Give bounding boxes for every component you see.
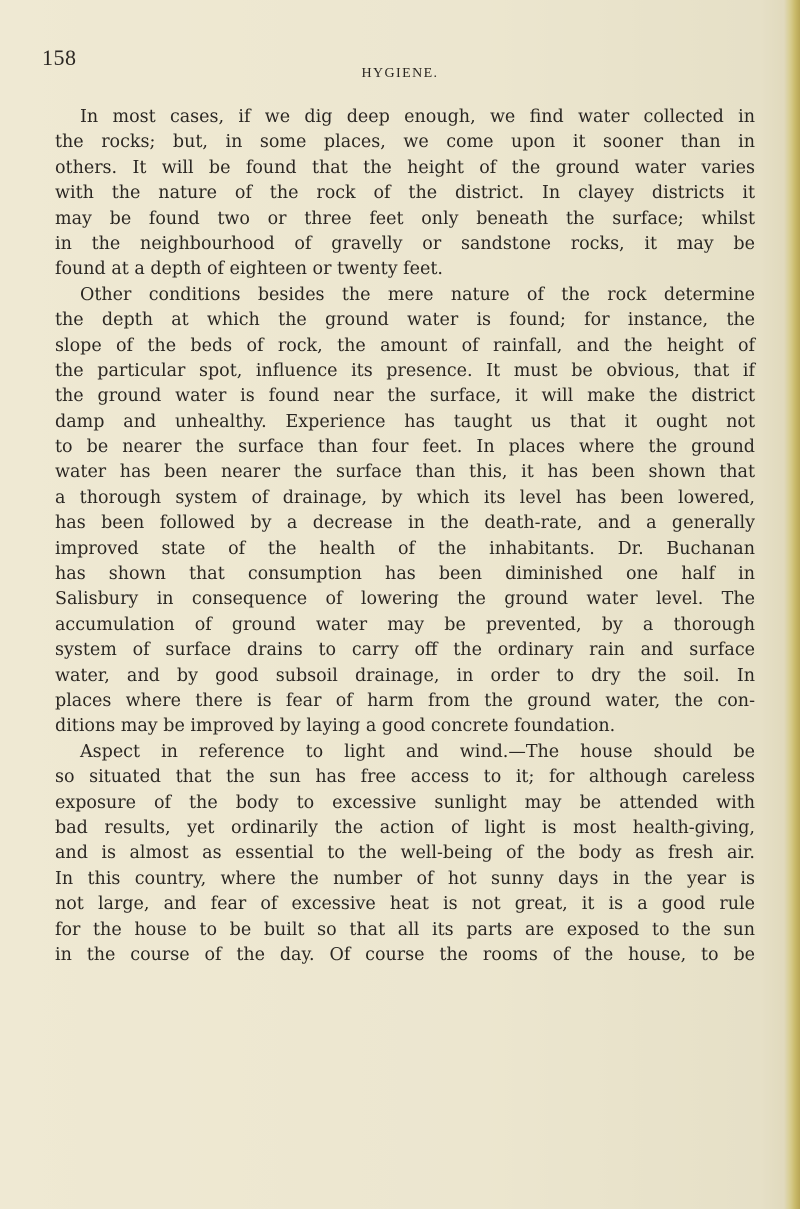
body-text xyxy=(55,105,755,968)
text-line: may be found two or three feet only beneath the surface; whilst xyxy=(55,208,755,229)
text-line: in the course of the day. Of course the rooms of the house, to be xyxy=(55,944,755,965)
page-number: 158 xyxy=(42,45,77,70)
text-line: the rocks; but, in some places, we come upon it sooner than in xyxy=(55,132,755,153)
text-line: Other conditions besides the mere nature of the rock determine xyxy=(80,284,755,305)
text-line: to be nearer the surface than four feet. In places where the ground xyxy=(55,437,755,458)
text-line: for the house to be built so that all its parts are exposed to the sun xyxy=(55,919,755,940)
text-line: system of surface drains to carry off the ordinary rain and surface xyxy=(55,640,755,661)
text-line: others. It will be found that the height of the ground water varies xyxy=(55,157,755,178)
text-line: water, and by good subsoil drainage, in order to dry the soil. In xyxy=(55,665,755,686)
text-line: the ground water is found near the surface, it will make the district xyxy=(55,386,755,407)
text-line: not large, and fear of excessive heat is not great, it is a good rule xyxy=(55,894,755,915)
text-line: a thorough system of drainage, by which its level has been lowered, xyxy=(55,487,755,508)
text-line: has been followed by a decrease in the death-rate, and a generally xyxy=(55,513,755,534)
running-head: HYGIENE. xyxy=(361,66,439,81)
text-line: In this country, where the number of hot sunny days in the year is xyxy=(55,868,755,889)
text-line: found at a depth of eighteen or twenty feet. xyxy=(55,259,443,280)
text-line: water has been nearer the surface than this, it has been shown that xyxy=(55,462,755,483)
text-line: bad results, yet ordinarily the action of light is most health-giving, xyxy=(55,817,755,838)
text-line: accumulation of ground water may be prevented, by a thorough xyxy=(55,614,755,635)
text-line: so situated that the sun has free access to it; for although careless xyxy=(55,767,755,788)
page-binding-edge xyxy=(784,0,800,1209)
text-line: and is almost as essential to the well-being of the body as fresh air. xyxy=(55,843,755,864)
text-line: in the neighbourhood of gravelly or sandstone rocks, it may be xyxy=(55,233,755,254)
text-line: Aspect in reference to light and wind.—The house should be xyxy=(80,741,755,762)
text-line: exposure of the body to excessive sunlight may be attended with xyxy=(55,792,755,813)
text-line: ditions may be improved by laying a good concrete foundation. xyxy=(55,716,616,737)
text-line: slope of the beds of rock, the amount of rainfall, and the height of xyxy=(55,335,755,356)
text-line: places where there is fear of harm from the ground water, the con- xyxy=(55,690,755,711)
text-line: the particular spot, influence its presence. It must be obvious, that if xyxy=(55,360,755,381)
text-line: damp and unhealthy. Experience has taught us that it ought not xyxy=(55,411,755,432)
text-line: Salisbury in consequence of lowering the ground water level. The xyxy=(55,589,755,610)
text-line: improved state of the health of the inhabitants. Dr. Buchanan xyxy=(55,538,755,559)
text-line: has shown that consumption has been diminished one half in xyxy=(55,564,755,585)
text-line: the depth at which the ground water is found; for instance, the xyxy=(55,310,755,331)
text-line: with the nature of the rock of the district. In clayey districts it xyxy=(55,183,755,204)
text-line: In most cases, if we dig deep enough, we find water collected in xyxy=(80,107,755,127)
